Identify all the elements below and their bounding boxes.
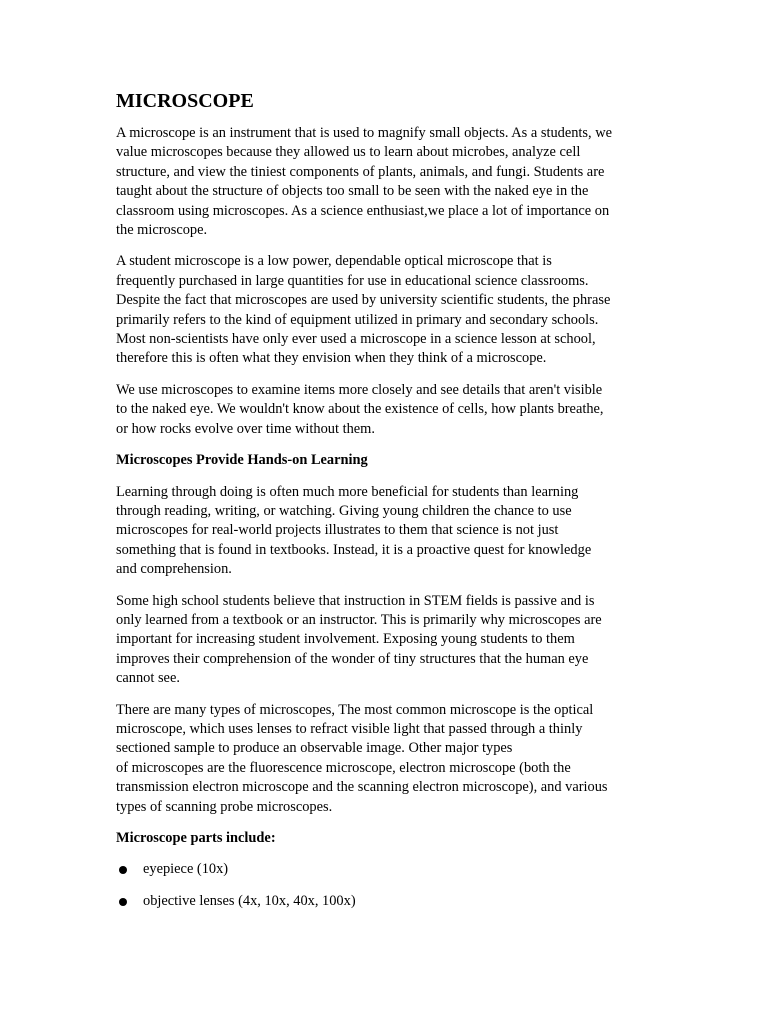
paragraph-intro xyxy=(116,124,656,240)
text-line: A microscope is an instrument that is used to magnify small objects. As a students, we xyxy=(116,125,613,141)
bullet-icon xyxy=(119,866,127,874)
document-title: MICROSCOPE xyxy=(116,90,254,112)
list-item xyxy=(116,860,656,879)
text-line: something that is found in textbooks. Instead, it is a proactive quest for knowledge xyxy=(116,541,592,558)
text-line: primarily refers to the kind of equipment utilized in primary and secondary schools. xyxy=(116,311,599,328)
text-line: There are many types of microscopes, The most common microscope is the optical xyxy=(116,701,594,718)
text-line: We use microscopes to examine items more closely and see details that aren't visible xyxy=(116,381,603,398)
section-heading-hands-on: Microscopes Provide Hands-on Learning xyxy=(116,452,368,469)
text-line: microscopes for real-world projects illustrates to them that science is not just xyxy=(116,522,559,539)
text-line: taught about the structure of objects too small to be seen with the naked eye in the xyxy=(116,183,589,200)
paragraph-types xyxy=(116,701,656,817)
text-line: microscope, which uses lenses to refract visible light that passed through a thinly xyxy=(116,720,583,737)
section-heading-parts: Microscope parts include: xyxy=(116,830,276,846)
text-line: Most non-scientists have only ever used a microscope in a science lesson at school, xyxy=(116,331,596,348)
text-line: Learning through doing is often much more beneficial for students than learning xyxy=(116,483,579,500)
paragraph-learning-by-doing xyxy=(116,483,656,580)
text-line: only learned from a textbook or an instructor. This is primarily why microscopes are xyxy=(116,611,602,628)
text-line: types of scanning probe microscopes. xyxy=(116,798,333,815)
list-item-text: eyepiece (10x) xyxy=(143,861,229,878)
text-line: to the naked eye. We wouldn't know about the existence of cells, how plants breathe, xyxy=(116,401,604,418)
parts-list xyxy=(116,860,656,911)
paragraph-stem xyxy=(116,592,656,689)
text-line: frequently purchased in large quantities for use in educational science classrooms. xyxy=(116,272,589,289)
text-line: classroom using microscopes. As a science enthusiast,we place a lot of importance on xyxy=(116,202,610,219)
text-line: Despite the fact that microscopes are used by university scientific students, the phrase xyxy=(116,292,611,309)
text-line: through reading, writing, or watching. Giving young children the chance to use xyxy=(116,502,572,519)
text-line: important for increasing student involvement. Exposing young students to them xyxy=(116,631,575,648)
text-line: improves their comprehension of the wonder of tiny structures that the human eye xyxy=(116,650,589,667)
document-page xyxy=(116,88,656,923)
list-item xyxy=(116,892,656,911)
text-line: value microscopes because they allowed us to learn about microbes, analyze cell xyxy=(116,144,581,161)
text-line: cannot see. xyxy=(116,670,180,687)
paragraph-student-microscope xyxy=(116,252,656,368)
bullet-icon xyxy=(119,898,127,906)
text-line: sectioned sample to produce an observable image. Other major types xyxy=(116,740,513,757)
text-line: structure, and view the tiniest components of plants, animals, and fungi. Students are xyxy=(116,163,605,180)
text-line: A student microscope is a low power, dependable optical microscope that is xyxy=(116,253,552,270)
paragraph-why-use xyxy=(116,381,656,439)
text-line: and comprehension. xyxy=(116,561,232,578)
list-item-text: objective lenses (4x, 10x, 40x, 100x) xyxy=(143,892,356,909)
text-line: of microscopes are the fluorescence microscope, electron microscope (both the xyxy=(116,759,571,776)
text-line: the microscope. xyxy=(116,222,208,239)
text-line: transmission electron microscope and the scanning electron microscope), and various xyxy=(116,779,608,796)
text-line: Some high school students believe that instruction in STEM fields is passive and is xyxy=(116,592,595,609)
text-line: therefore this is often what they envision when they think of a microscope. xyxy=(116,350,547,367)
text-line: or how rocks evolve over time without them. xyxy=(116,420,375,437)
